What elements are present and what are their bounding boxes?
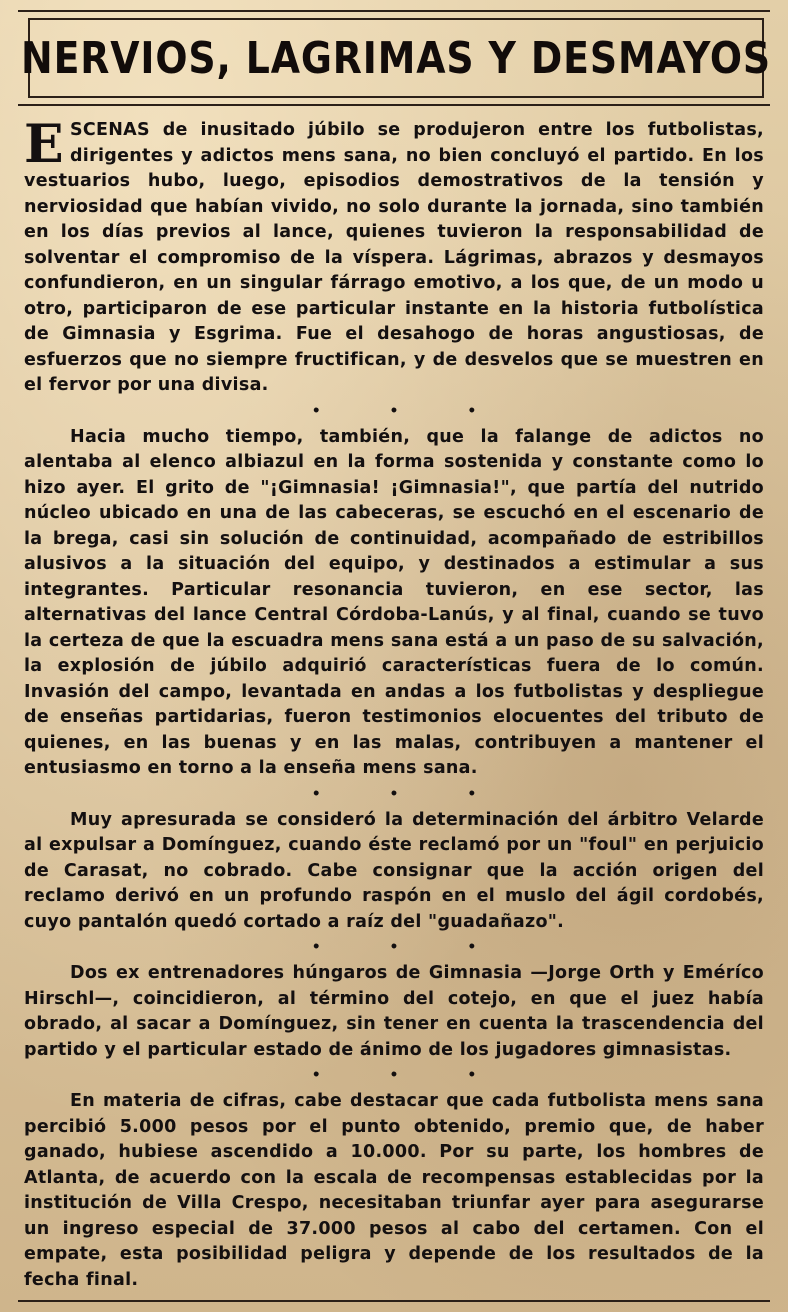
paragraph-1 <box>24 114 764 399</box>
paragraph-2: Hacia mucho tiempo, también, que la falange de adictos no alentaba al elenco albiazul en la forma sostenida y constante como lo hizo ayer. El grito de "¡Gimnasia! ¡Gimnasia!", que partía del nutrido núcleo ubicado en una de las cabeceras, se escuchó en el escenario de la brega, casi sin solución de continuidad, acompañado de estribillos alusivos a la situación del equipo, y destinados a estimular a sus integrantes. Particular resonancia tuvieron, en ese sector, las alternativas del lance Central Córdoba-Lanús, y al final, cuando se tuvo la certeza de que la escuadra mens sana está a un paso de su salvación, la explosión de júbilo adquirió características fuera de lo común. Invasión del campo, levantada en andas a los futbolistas y despliegue de enseñas partidarias, fueron testimonios elocuentes del tributo de quienes, en las buenas y en las malas, contribuyen a mantener el entusiasmo en torno a la enseña mens sana. <box>24 426 764 778</box>
article-body <box>24 114 764 1293</box>
headline-frame <box>21 18 772 98</box>
section-separator-1: • • • <box>311 402 509 419</box>
paragraph-1-text: SCENAS de inusitado júbilo se produjeron entre los futbolistas, dirigentes y adictos mens sana, no bien concluyó el partido. En los vestuarios hubo, luego, episodios demostrativos de la tensión y nerviosidad que habían vivido, no solo durante la jornada, sino también en los días previos al lance, quienes tuvieron la responsabilidad de solventar el compromiso de la víspera. Lágrimas, abrazos y desmayos confundieron, en un singular fárrago emotivo, a los que, de un modo u otro, participaron de ese particular instante en la historia futbolística de Gimnasia y Esgrima. Fue el desahogo de horas angustiosas, de esfuerzos que no siempre fructifican, y de desvelos que se muestren en el fervor por una divisa. <box>24 120 764 395</box>
section-separator-2: • • • <box>311 785 509 802</box>
top-rule <box>18 10 770 12</box>
section-separator-3: • • • <box>311 939 509 955</box>
paragraph-3: Muy apresurada se consideró la determinación del árbitro Velarde al expulsar a Domínguez, cuando éste reclamó por un "foul" en perjuicio de Carasat, no cobrado. Cabe consignar que la acción origen del reclamo derivó en un profundo raspón en el muslo del ágil cordobés, cuyo pantalón quedó cortado a raíz del "guadañazo". <box>24 809 764 932</box>
drop-cap: E <box>24 114 64 175</box>
paragraph-5: En materia de cifras, cabe destacar que cada futbolista mens sana percibió 5.000 pesos por el punto obtenido, premio que, de haber ganado, hubiese ascendido a 10.000. Por su parte, los hombres de Atlanta, de acuerdo con la escala de recompensas establecidas por la institución de Villa Crespo, necesitaban triunfar ayer para asegurarse un ingreso especial de 37.000 pesos al cabo del certamen. Con el empate, esta posibilidad peligra y depende de los resultados de la fecha final. <box>24 1091 764 1290</box>
bottom-rule <box>18 1300 770 1302</box>
headline: NERVIOS, LAGRIMAS Y DESMAYOS <box>21 32 772 84</box>
section-separator-4: • • • <box>311 1067 509 1083</box>
paragraph-4: Dos ex entrenadores húngaros de Gimnasia —Jorge Orth y Eméríco Hirschl—, coincidieron, al término del cotejo, en que el juez había obrado, al sacar a Domínguez, sin tener en cuenta la trascendencia del partido y el particular estado de ánimo de los jugadores gimnasistas. <box>24 963 764 1060</box>
headline-rule <box>18 104 770 106</box>
